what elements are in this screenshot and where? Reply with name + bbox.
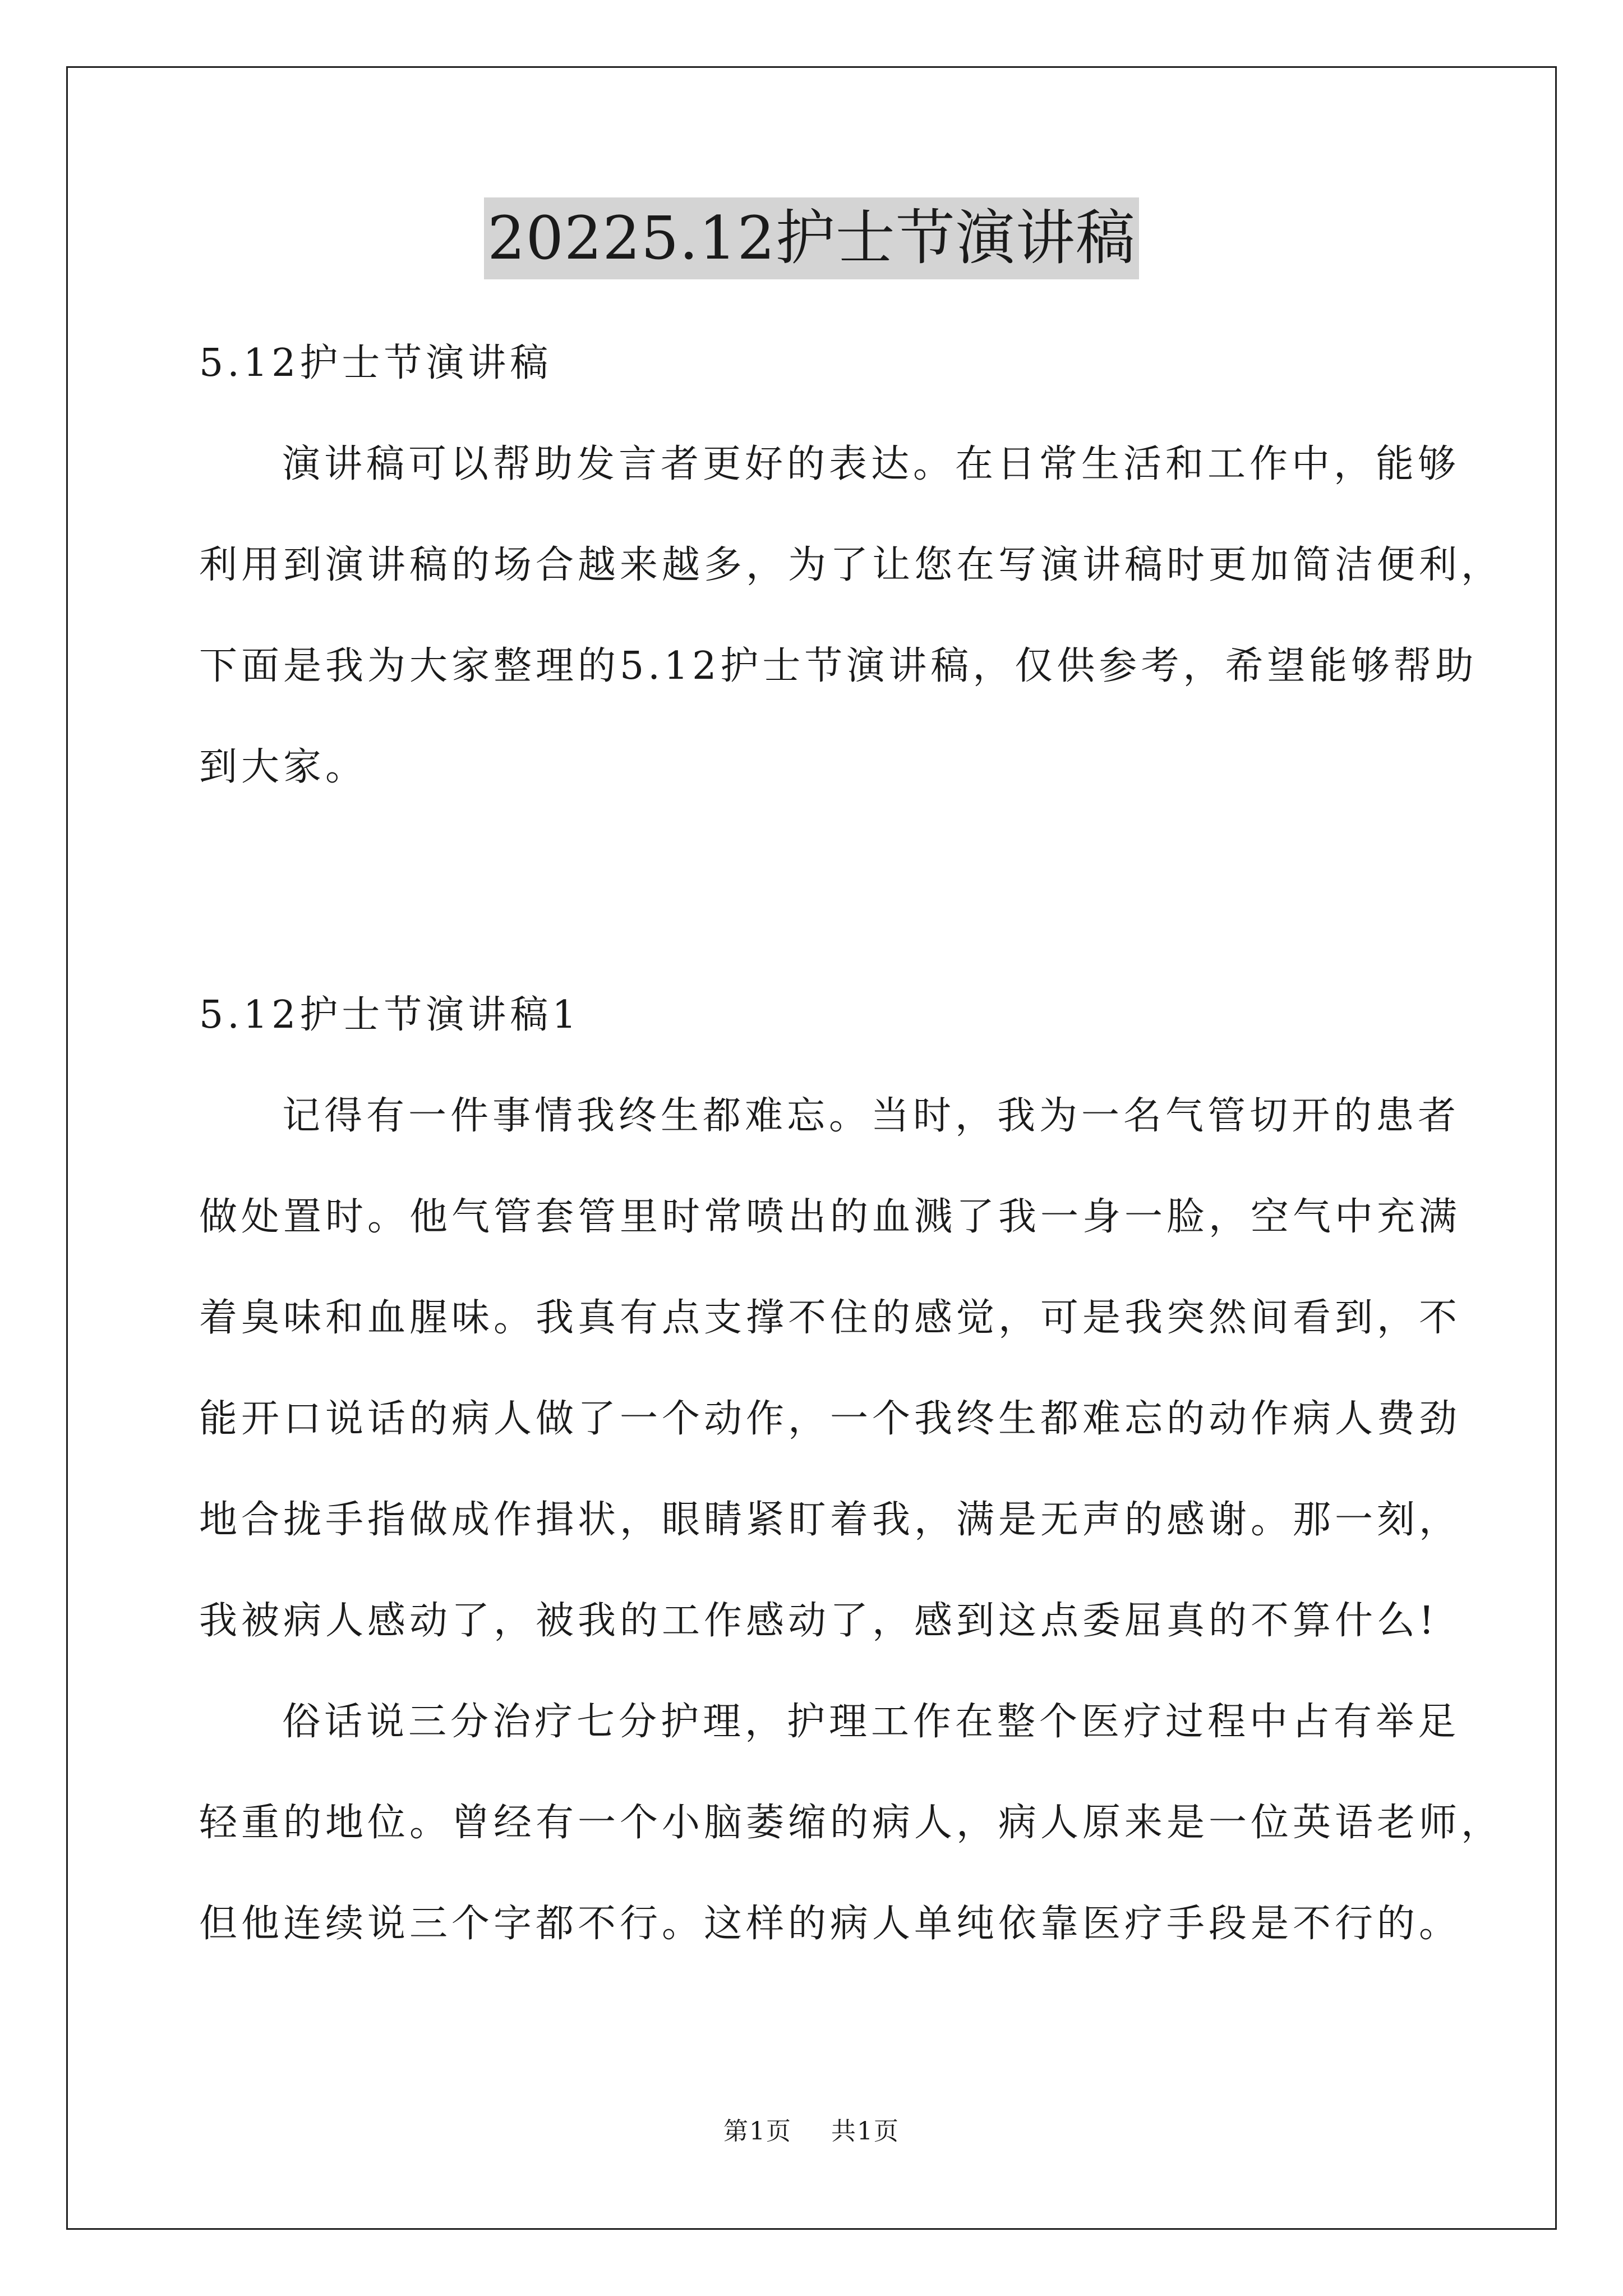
section-heading: 5.12护士节演讲稿: [199, 341, 552, 385]
section-heading: 5.12护士节演讲稿1: [199, 993, 580, 1037]
paragraph-line: 俗话说三分治疗七分护理，护理工作在整个医疗过程中占有举足: [282, 1700, 1460, 1744]
intro-line: 下面是我为大家整理的5.12护士节演讲稿，仅供参考，希望能够帮助: [199, 644, 1478, 688]
title-container: [0, 197, 1623, 279]
document-title: 20225.12护士节演讲稿: [484, 197, 1139, 279]
paragraph-line: 着臭味和血腥味。我真有点支撑不住的感觉，可是我突然间看到，不: [199, 1296, 1461, 1340]
intro-line: 演讲稿可以帮助发言者更好的表达。在日常生活和工作中，能够: [282, 442, 1460, 486]
paragraph-line: 能开口说话的病人做了一个动作，一个我终生都难忘的动作病人费劲: [199, 1397, 1461, 1441]
page-number: 第1页: [723, 2117, 792, 2146]
intro-line: 利用到演讲稿的场合越来越多，为了让您在写演讲稿时更加简洁便利，: [199, 543, 1504, 587]
page-footer: [0, 2115, 1623, 2148]
page-total: 共1页: [831, 2117, 900, 2146]
paragraph-line: 我被病人感动了，被我的工作感动了，感到这点委屈真的不算什么!: [199, 1599, 1438, 1643]
paragraph-line: 地合拢手指做成作揖状，眼睛紧盯着我，满是无声的感谢。那一刻，: [199, 1498, 1461, 1542]
intro-line: 到大家。: [199, 745, 368, 789]
paragraph-line: 但他连续说三个字都不行。这样的病人单纯依靠医疗手段是不行的。: [199, 1902, 1461, 1946]
paragraph-line: 轻重的地位。曾经有一个小脑萎缩的病人，病人原来是一位英语老师，: [199, 1801, 1504, 1845]
paragraph-line: 做处置时。他气管套管里时常喷出的血溅了我一身一脸，空气中充满: [199, 1195, 1461, 1239]
paragraph-line: 记得有一件事情我终生都难忘。当时，我为一名气管切开的患者: [282, 1094, 1460, 1138]
